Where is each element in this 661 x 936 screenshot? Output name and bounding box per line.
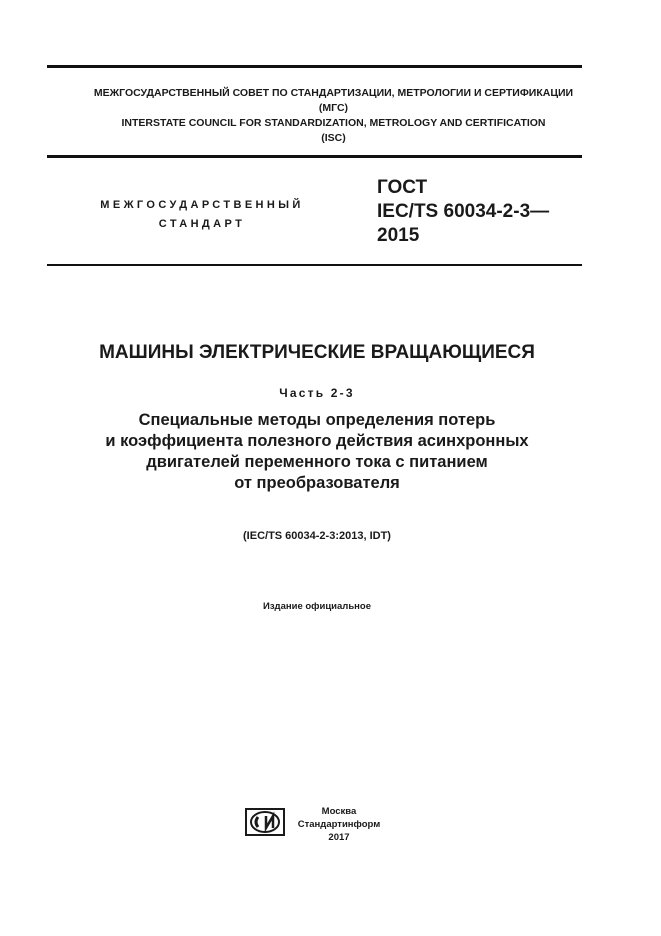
standard-type-line-2: СТАНДАРТ — [158, 218, 246, 230]
standard-designation — [377, 176, 549, 248]
subtitle-line-4: от преобразователя — [234, 474, 400, 492]
subtitle-line-3: двигателей переменного тока с питанием — [146, 453, 488, 471]
standard-type-label — [66, 196, 338, 234]
council-name-en: INTERSTATE COUNCIL FOR STANDARDIZATION, METROLOGY AND CERTIFICATION — [121, 117, 546, 129]
publisher-city: Москва — [321, 806, 357, 817]
edition-label: Издание официальное — [263, 601, 371, 612]
council-header — [47, 86, 620, 146]
council-abbr-en: (ISC) — [321, 132, 346, 144]
publisher-name: Стандартинформ — [297, 819, 381, 830]
top-rule — [47, 65, 582, 68]
council-abbr-ru: (МГС) — [318, 102, 349, 114]
document-subtitle — [0, 410, 634, 494]
publication-year: 2017 — [328, 832, 350, 843]
council-name-ru: МЕЖГОСУДАРСТВЕННЫЙ СОВЕТ ПО СТАНДАРТИЗАЦИИ, МЕТРОЛОГИИ И СЕРТИФИКАЦИИ — [93, 87, 574, 99]
publisher-imprint — [293, 805, 385, 844]
document-title: МАШИНЫ ЭЛЕКТРИЧЕСКИЕ ВРАЩАЮЩИЕСЯ — [99, 342, 535, 363]
standard-type-line-1: МЕЖГОСУДАРСТВЕННЫЙ — [100, 199, 304, 211]
international-reference: (IEC/TS 60034-2-3:2013, IDT) — [243, 530, 391, 542]
subtitle-line-2: и коэффициента полезного действия асинхронных — [105, 432, 529, 450]
designation-line-2: IEC/TS 60034-2-3— — [377, 201, 550, 222]
designation-line-3: 2015 — [377, 225, 420, 246]
standartinform-logo-icon — [245, 808, 285, 836]
lower-rule — [47, 264, 582, 266]
middle-rule — [47, 155, 582, 158]
subtitle-line-1: Специальные методы определения потерь — [138, 411, 496, 429]
designation-line-1: ГОСТ — [377, 177, 428, 198]
part-number: Часть 2-3 — [279, 386, 355, 400]
